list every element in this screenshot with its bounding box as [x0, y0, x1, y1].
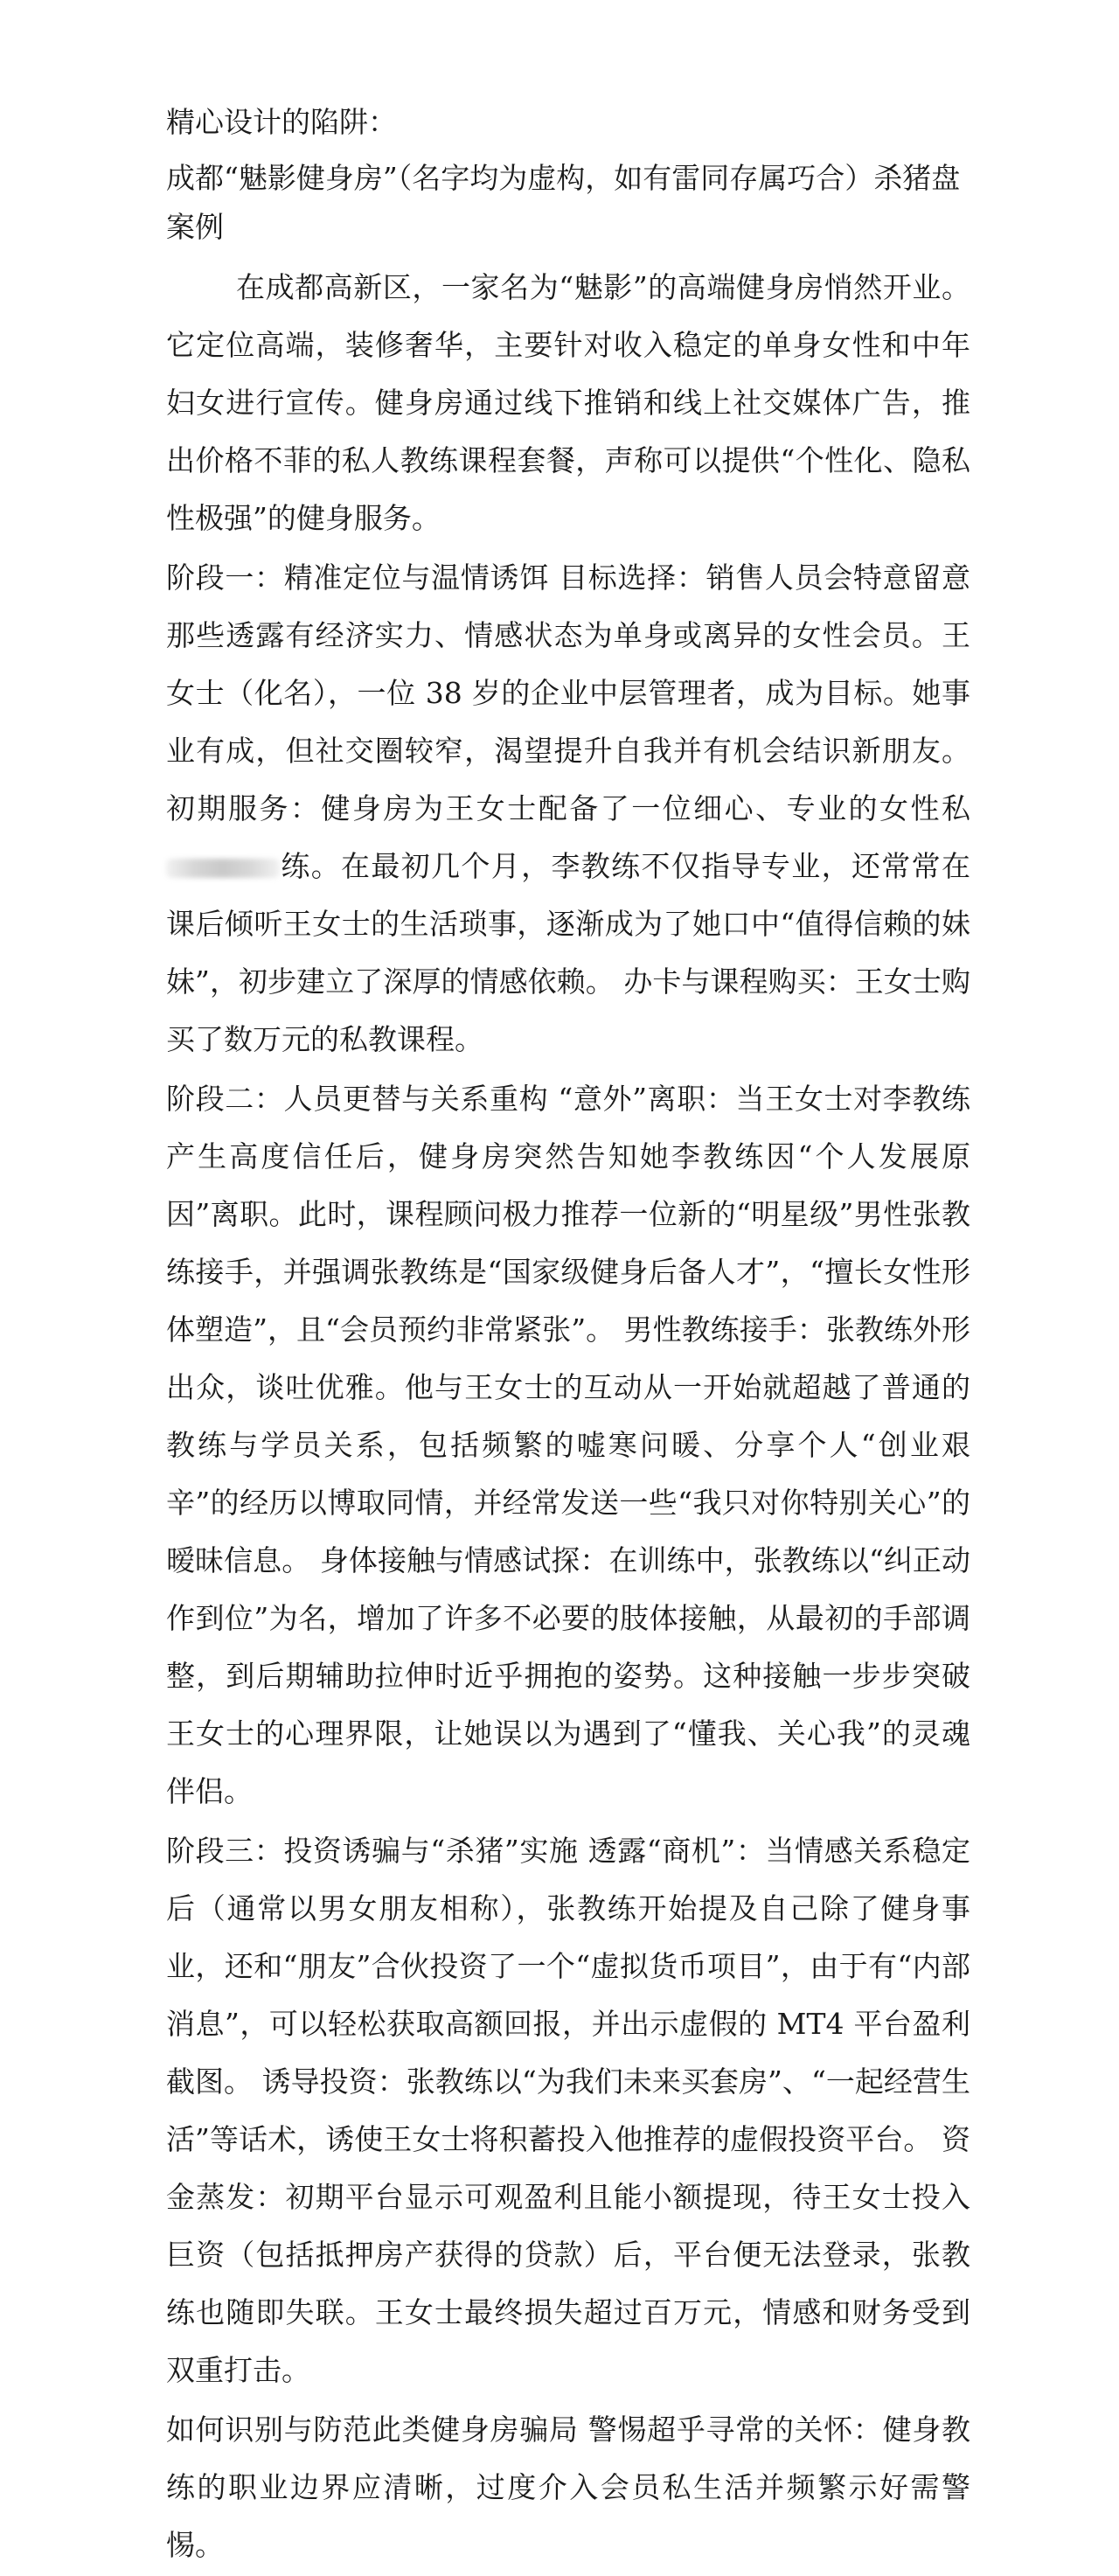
stage-one-text-a: 阶段一：精准定位与温情诱饵 目标选择：销售人员会特意留意那些透露有经济实力、情感状态为单身或离异的女性会员。王女士（化名），一位 38 岁的企业中层管理者，成为目标。她事业有成，但社交圈较窄，渴望提升自我并有机会结识新朋友。 初期服务：健身房为王女士配备了一位细心、专业的女性私	[166, 560, 970, 825]
redaction-blur	[166, 859, 280, 878]
prevention-paragraph: 如何识别与防范此类健身房骗局 警惕超乎寻常的关怀：健身教练的职业边界应清晰，过度介入会员私生活并频繁示好需警惕。	[166, 2412, 970, 2562]
stage-one-text-b: 练。在最初几个月，李教练不仅指导专业，还常常在课后倾听王女士的生活琐事，逐渐成为了她口中“值得信赖的妹妹”，初步建立了深厚的情感依赖。 办卡与课程购买：王女士购买了数万元的私教课程。	[166, 849, 970, 1056]
case-title: 成都“魅影健身房”（名字均为虚构，如有雷同存属巧合）杀猪盘案例	[166, 161, 961, 244]
stage-two-paragraph: 阶段二：人员更替与关系重构 “意外”离职：当王女士对李教练产生高度信任后，健身房突然告知她李教练因“个人发展原因”离职。此时，课程顾问极力推荐一位新的“明星级”男性张教练接手，并强调张教练是“国家级健身后备人才”，“擅长女性形体塑造”，且“会员预约非常紧张”。 男性教练接手：张教练外形出众，谈吐优雅。他与王女士的互动从一开始就超越了普通的教练与学员关系，包括频繁的嘘寒问暖、分享个人“创业艰辛”的经历以博取同情，并经常发送一些“我只对你特别关心”的暧昧信息。 身体接触与情感试探：在训练中，张教练以“纠正动作到位”为名，增加了许多不必要的肢体接触，从最初的手部调整，到后期辅助拉伸时近乎拥抱的姿势。这种接触一步步突破王女士的心理界限，让她误以为遇到了“懂我、关心我”的灵魂伴侣。	[166, 1082, 970, 1808]
document-body	[166, 98, 970, 2576]
stage-one-paragraph	[166, 549, 970, 1069]
intro-paragraph: 在成都高新区，一家名为“魅影”的高端健身房悄然开业。它定位高端，装修奢华，主要针对收入稳定的单身女性和中年妇女进行宣传。健身房通过线下推销和线上社交媒体广告，推出价格不菲的私人教练课程套餐，声称可以提供“个性化、隐私性极强”的健身服务。	[166, 270, 970, 535]
stage-three-paragraph: 阶段三：投资诱骗与“杀猪”实施 透露“商机”：当情感关系稳定后（通常以男女朋友相称），张教练开始提及自己除了健身事业，还和“朋友”合伙投资了一个“虚拟货币项目”，由于有“内部消息”，可以轻松获取高额回报，并出示虚假的 MT4 平台盈利截图。 诱导投资：张教练以“为我们未来买套房”、“一起经营生活”等话术，诱使王女士将积蓄投入他推荐的虚假投资平台。 资金蒸发：初期平台显示可观盈利且能小额提现，待王女士投入巨资（包括抵押房产获得的贷款）后，平台便无法登录，张教练也随即失联。王女士最终损失超过百万元，情感和财务受到双重打击。	[166, 1834, 970, 2387]
document-heading: 精心设计的陷阱：	[166, 105, 397, 139]
